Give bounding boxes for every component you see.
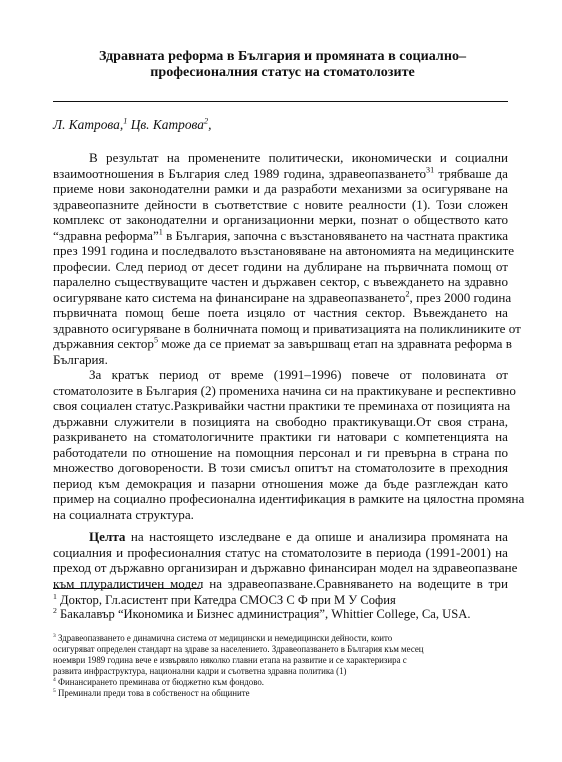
text-run: на настоящето изследване е да опише и анализира промяната на xyxy=(125,529,508,544)
text-line xyxy=(53,529,508,545)
text-line: период към демокрация и пазарни отношения може да бъде разглеждан като xyxy=(53,475,508,491)
text-line: комплекс от законодателни и организационни мерки, познат о обществото като xyxy=(53,212,508,227)
footnote-1 xyxy=(53,593,513,607)
text-line xyxy=(53,289,512,306)
text-line: В результат на променените политически, икономически и социални xyxy=(89,150,508,165)
text-run: “здравна реформа” xyxy=(53,227,159,243)
text-line: социалния и професионалния статус на стоматолозите в периода (1991-2001) на xyxy=(53,544,508,560)
footnote-text: Здравеопазването е динамична система от медицински и немедицински дейности, които xyxy=(55,633,393,643)
text-line: през 1991 година и последвалото възстановяване на автономията на медицинските xyxy=(53,243,515,258)
text-line: професии. След период от десет години на дублиране на първичната помощ от xyxy=(53,258,508,274)
title-rule xyxy=(53,101,508,102)
text-line: работодатели по отношение на помощния персонал и ги превърна в страна по xyxy=(53,444,508,460)
footnote-4 xyxy=(53,677,513,688)
footnote-mark: 1 xyxy=(158,227,163,237)
footnote-mark: 3 xyxy=(53,633,56,640)
footnotes-notes xyxy=(53,633,513,698)
author-2: Цв. Катрова xyxy=(127,117,204,132)
text-line: паралелно съществуващите частен и държавен сектор, с въвеждането на здравно xyxy=(53,274,508,289)
footnote-text: Финансирането преминава от бюджетно към фондово. xyxy=(55,676,265,687)
footnote-separator xyxy=(53,588,201,589)
text-run: взаимоотношения в България след 1989 година, здравеопазването xyxy=(53,165,427,181)
text-line: стоматолозите в България (2) промениха начина си на практикуване и респективно xyxy=(53,382,516,398)
author-2-footnote-mark: 2 xyxy=(203,116,209,126)
paragraph-1 xyxy=(53,150,521,367)
footnote-mark: 1 xyxy=(53,591,57,601)
author-line xyxy=(53,117,211,133)
title-line-2: професионалния статус на стоматолозите xyxy=(150,64,415,80)
author-1: Л. Катрова, xyxy=(53,117,124,132)
text-run: осигуряване като система на финансиране на здравеопазването xyxy=(53,289,406,305)
paragraph-2 xyxy=(53,367,525,522)
text-line: държавни служители в позицията на свободно практикуващи.От своя страна, xyxy=(53,413,508,429)
footnote-mark: 31 xyxy=(426,165,435,175)
footnote-2 xyxy=(53,607,513,621)
text-run: , през 2000 година xyxy=(409,289,512,305)
text-line: България. xyxy=(53,351,108,367)
bold-term: Целта xyxy=(89,529,126,544)
footnote-mark: 5 xyxy=(53,687,56,694)
author-1-footnote-mark: 1 xyxy=(123,116,128,126)
footnote-3-cont: развита инфраструктура, национални кадри и съответна здравна политика (1) xyxy=(53,665,347,676)
text-run: в България, започна с възстановяването на частната практика xyxy=(162,227,509,243)
paragraph-gap xyxy=(53,522,508,529)
text-line xyxy=(53,228,508,244)
text-line: За кратък период от време (1991–1996) повече от половината от xyxy=(89,367,508,382)
footnote-mark: 2 xyxy=(53,606,57,616)
paper-title xyxy=(40,48,525,80)
footnote-3-cont: осигуряват определен стандарт на здраве за населението. Здравеопазването в България към месец xyxy=(53,643,424,654)
footnote-mark: 2 xyxy=(405,289,410,299)
text-line: здравното осигуряване в болничната помощ и приватизацията на поликлиниките от xyxy=(53,320,521,336)
paragraph-3 xyxy=(53,529,518,591)
text-line xyxy=(53,335,512,352)
body-text xyxy=(53,150,525,591)
text-run: трябваше да xyxy=(434,165,508,181)
text-line: здравеопазните дейности в съответствие с новите реалности (1). Този сложен xyxy=(53,196,508,212)
author-line-tail: , xyxy=(208,117,212,132)
text-line: първичната помощ беше поета изцяло от частния сектор. Въвеждането на xyxy=(53,305,508,320)
footnote-3 xyxy=(53,633,513,644)
text-run: може да се приемат за завършващ етап на здравната реформа в xyxy=(158,336,512,351)
footnote-5 xyxy=(53,688,513,699)
footnote-mark: 4 xyxy=(53,676,56,683)
text-line: разкриването на стоматологичните практики ги натовари с компетенцията на xyxy=(53,429,508,444)
text-line: преход от държавно организиран и държавно финансиран модел на здравеопазване xyxy=(53,560,518,575)
text-line xyxy=(53,166,508,182)
title-line-1: Здравната реформа в България и промяната в социално– xyxy=(98,48,467,64)
footnote-text: Бакалавър “Икономика и Бизнес администрация”, Whittier College, Ca, USA. xyxy=(56,607,471,622)
text-line: приеме нови законодателни рамки и да разработи механизми за осигуряване на xyxy=(53,181,508,196)
footnote-mark: 5 xyxy=(153,335,159,345)
text-run: държавния сектор xyxy=(53,336,154,351)
footnotes-authors xyxy=(53,593,513,622)
text-line: своя социален статус.Разкривайки частни практики те преминаха от позицията на xyxy=(53,398,511,413)
text-line: към плуралистичен модел на здравеопазване.Сравняването на водещите в три xyxy=(53,575,508,591)
text-line: множество договорености. В този смисъл опитът на стоматолозите в преходния xyxy=(53,460,508,475)
footnote-3-cont: ноември 1989 година вече е извървяло няколко главни етапа на развитие и се характеризира с xyxy=(53,654,407,665)
footnote-text: Доктор, Гл.асистент при Катедра СМОСЗ С Ф при М У София xyxy=(56,593,396,607)
footnote-text: Преминали преди това в собственост на общините xyxy=(55,687,250,698)
text-line: пример на социално професионална идентификация в рамките на цялостна промяна xyxy=(53,491,525,506)
text-line: на социалната структура. xyxy=(53,506,194,522)
